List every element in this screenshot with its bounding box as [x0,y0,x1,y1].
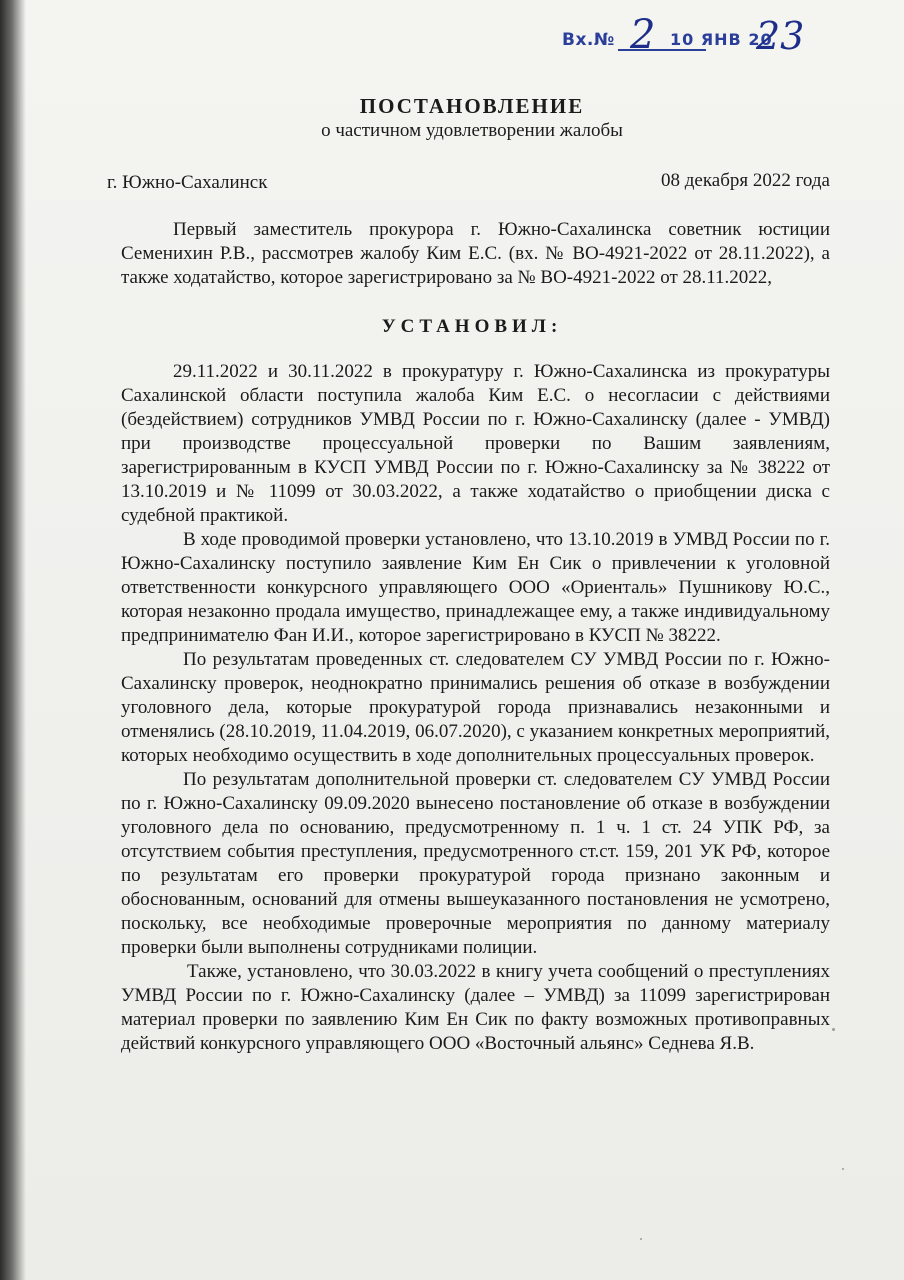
document-title: ПОСТАНОВЛЕНИЕ [359,94,585,118]
document-subtitle: о частичном удовлетворении жалобы [321,120,623,141]
body-block [121,360,830,1056]
document-city: г. Южно-Сахалинск [107,172,268,193]
scan-speck [842,1168,844,1170]
intro-paragraph: Первый заместитель прокурора г. Южно-Сахалинска советник юстиции Семенихин Р.В., рассмотрев жалобу Ким Е.С. (вх. № ВО-4921-2022 от 28.11.2022), а также ходатайство, которое зарегистрировано за № ВО-4921-2022 от 28.11.2022, [121,219,830,288]
intro-block [121,218,830,290]
body-paragraph: 29.11.2022 и 30.11.2022 в прокуратуру г. Южно-Сахалинска из прокуратуры Сахалинской области поступила жалоба Ким Е.С. о несогласии с действиями (бездействием) сотрудников УМВД России по г. Южно-Сахалинску (далее - УМВД) при производстве процессуальной проверки по Вашим заявлениям, зарегистрированным в КУСП УМВД России по г. Южно-Сахалинску за № 38222 от 13.10.2019 и № 11099 от 30.03.2022, а также ходатайство о приобщении диска с судебной практикой. [121,361,830,526]
stamp-date: 10 ЯНВ 20 [670,30,773,49]
scan-edge-shadow [0,0,26,1280]
stamp-number: 2 [630,12,656,58]
stamp-year-handwritten: 23 [756,14,805,58]
scan-speck [832,1028,835,1031]
body-paragraph: По результатам проведенных ст. следователем СУ УМВД России по г. Южно-Сахалинску проверок, неоднократно принимались решения об отказе в возбуждении уголовного дела, которые прокуратурой города признавались незаконными и отменялись (28.10.2019, 11.04.2019, 06.07.2020), с указанием конкретных мероприятий, которых необходимо осуществить в ходе дополнительных процессуальных проверок. [121,649,830,766]
established-heading: УСТАНОВИЛ: [381,316,563,337]
incoming-stamp [560,12,820,62]
body-paragraph: В ходе проводимой проверки установлено, что 13.10.2019 в УМВД России по г. Южно-Сахалинску поступило заявление Ким Ен Сик о привлечении к уголовной ответственности конкурсного управляющего ООО «Ориенталь» Пушникову Ю.С., которая незаконно продала имущество, принадлежащее ему, а также индивидуальному предпринимателю Фан И.И., которое зарегистрировано в КУСП № 38222. [121,529,830,646]
stamp-prefix: Вх.№ [562,30,615,50]
document-date: 08 декабря 2022 года [660,170,830,191]
body-paragraph: Также, установлено, что 30.03.2022 в книгу учета сообщений о преступлениях УМВД России по г. Южно-Сахалинску (далее – УМВД) за 11099 зарегистрирован материал проверки по заявлению Ким Ен Сик по факту возможных противоправных действий конкурсного управляющего ООО «Восточный альянс» Седнева Я.В. [121,961,830,1054]
body-paragraph: По результатам дополнительной проверки ст. следователем СУ УМВД России по г. Южно-Сахалинску 09.09.2020 вынесено постановление об отказе в возбуждении уголовного дела по основанию, предусмотренному п. 1 ч. 1 ст. 24 УПК РФ, за отсутствием события преступления, предусмотренного ст.ст. 159, 201 УК РФ, которое по результатам его проверки прокуратурой города признано законным и обоснованным, оснований для отмены вышеуказанного постановления не усмотрено, поскольку, все необходимые проверочные мероприятия по данному материалу проверки были выполнены сотрудниками полиции. [121,769,830,958]
scan-speck [640,1238,642,1240]
